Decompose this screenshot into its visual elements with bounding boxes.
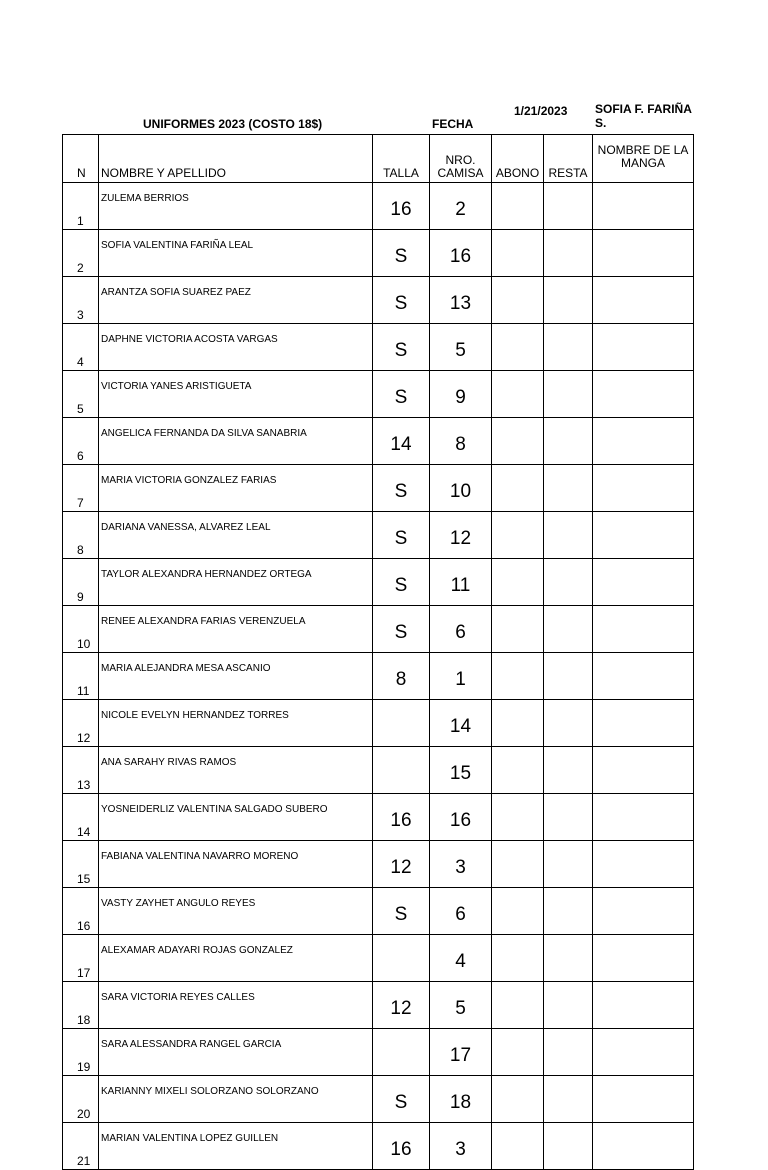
size-cell bbox=[373, 700, 430, 747]
sleeve-name-cell bbox=[593, 888, 694, 935]
table-row bbox=[63, 183, 694, 230]
payment-cell bbox=[492, 371, 544, 418]
shirt-number-cell: 8 bbox=[430, 418, 492, 465]
table-row bbox=[63, 747, 694, 794]
sleeve-name-cell bbox=[593, 183, 694, 230]
table-row bbox=[63, 371, 694, 418]
row-number: 20 bbox=[63, 1076, 99, 1123]
shirt-number-cell: 16 bbox=[430, 230, 492, 277]
balance-cell bbox=[544, 1123, 593, 1170]
uniform-table bbox=[62, 134, 694, 1170]
column-header-camisa-line1: NRO. bbox=[445, 153, 476, 167]
column-header-name: NOMBRE Y APELLIDO bbox=[99, 135, 373, 183]
size-cell bbox=[373, 747, 430, 794]
student-name: NICOLE EVELYN HERNANDEZ TORRES bbox=[99, 700, 373, 747]
header-row bbox=[63, 135, 694, 183]
student-name: DARIANA VANESSA, ALVAREZ LEAL bbox=[99, 512, 373, 559]
student-name: ALEXAMAR ADAYARI ROJAS GONZALEZ bbox=[99, 935, 373, 982]
table-row bbox=[63, 606, 694, 653]
payment-cell bbox=[492, 418, 544, 465]
shirt-number-cell: 11 bbox=[430, 559, 492, 606]
sleeve-name-cell bbox=[593, 982, 694, 1029]
table-row bbox=[63, 230, 694, 277]
table-row bbox=[63, 277, 694, 324]
payment-cell bbox=[492, 700, 544, 747]
payment-cell bbox=[492, 559, 544, 606]
payment-cell bbox=[492, 982, 544, 1029]
row-number: 1 bbox=[63, 183, 99, 230]
balance-cell bbox=[544, 935, 593, 982]
size-cell: S bbox=[373, 1076, 430, 1123]
shirt-number-cell: 14 bbox=[430, 700, 492, 747]
row-number: 14 bbox=[63, 794, 99, 841]
row-number: 18 bbox=[63, 982, 99, 1029]
student-name: SARA VICTORIA REYES CALLES bbox=[99, 982, 373, 1029]
sleeve-name-cell bbox=[593, 559, 694, 606]
row-number: 17 bbox=[63, 935, 99, 982]
shirt-number-cell: 9 bbox=[430, 371, 492, 418]
payment-cell bbox=[492, 888, 544, 935]
owner-name bbox=[595, 102, 692, 130]
size-cell: 16 bbox=[373, 794, 430, 841]
shirt-number-cell: 16 bbox=[430, 794, 492, 841]
column-header-manga-line1: NOMBRE DE LA bbox=[597, 143, 689, 157]
size-cell bbox=[373, 1029, 430, 1076]
payment-cell bbox=[492, 653, 544, 700]
student-name: ZULEMA BERRIOS bbox=[99, 183, 373, 230]
payment-cell bbox=[492, 465, 544, 512]
student-name: ANA SARAHY RIVAS RAMOS bbox=[99, 747, 373, 794]
row-number: 8 bbox=[63, 512, 99, 559]
size-cell: S bbox=[373, 230, 430, 277]
shirt-number-cell: 5 bbox=[430, 324, 492, 371]
shirt-number-cell: 4 bbox=[430, 935, 492, 982]
size-cell: 12 bbox=[373, 982, 430, 1029]
sleeve-name-cell bbox=[593, 653, 694, 700]
shirt-number-cell: 5 bbox=[430, 982, 492, 1029]
sleeve-name-cell bbox=[593, 512, 694, 559]
shirt-number-cell: 15 bbox=[430, 747, 492, 794]
student-name: ARANTZA SOFIA SUAREZ PAEZ bbox=[99, 277, 373, 324]
sleeve-name-cell bbox=[593, 794, 694, 841]
row-number: 10 bbox=[63, 606, 99, 653]
date-value: 1/21/2023 bbox=[514, 104, 568, 118]
column-header-manga bbox=[593, 135, 694, 183]
owner-name-line1: SOFIA F. FARIÑA bbox=[595, 102, 692, 116]
shirt-number-cell: 3 bbox=[430, 1123, 492, 1170]
sleeve-name-cell bbox=[593, 606, 694, 653]
size-cell: 16 bbox=[373, 183, 430, 230]
table-row bbox=[63, 841, 694, 888]
balance-cell bbox=[544, 277, 593, 324]
payment-cell bbox=[492, 747, 544, 794]
balance-cell bbox=[544, 747, 593, 794]
column-header-abono: ABONO bbox=[492, 135, 544, 183]
size-cell: S bbox=[373, 465, 430, 512]
column-header-resta: RESTA bbox=[544, 135, 593, 183]
balance-cell bbox=[544, 606, 593, 653]
table-row bbox=[63, 1076, 694, 1123]
row-number: 15 bbox=[63, 841, 99, 888]
table-row bbox=[63, 700, 694, 747]
balance-cell bbox=[544, 1029, 593, 1076]
sleeve-name-cell bbox=[593, 700, 694, 747]
row-number: 16 bbox=[63, 888, 99, 935]
payment-cell bbox=[492, 230, 544, 277]
sleeve-name-cell bbox=[593, 230, 694, 277]
student-name: DAPHNE VICTORIA ACOSTA VARGAS bbox=[99, 324, 373, 371]
shirt-number-cell: 6 bbox=[430, 606, 492, 653]
balance-cell bbox=[544, 841, 593, 888]
shirt-number-cell: 6 bbox=[430, 888, 492, 935]
shirt-number-cell: 3 bbox=[430, 841, 492, 888]
column-header-n: N bbox=[63, 135, 99, 183]
shirt-number-cell: 12 bbox=[430, 512, 492, 559]
student-name: FABIANA VALENTINA NAVARRO MORENO bbox=[99, 841, 373, 888]
column-header-manga-line2: MANGA bbox=[620, 156, 665, 170]
table-row bbox=[63, 1029, 694, 1076]
shirt-number-cell: 18 bbox=[430, 1076, 492, 1123]
sleeve-name-cell bbox=[593, 1123, 694, 1170]
size-cell: S bbox=[373, 277, 430, 324]
payment-cell bbox=[492, 1076, 544, 1123]
balance-cell bbox=[544, 324, 593, 371]
shirt-number-cell: 1 bbox=[430, 653, 492, 700]
balance-cell bbox=[544, 512, 593, 559]
shirt-number-cell: 13 bbox=[430, 277, 492, 324]
size-cell: S bbox=[373, 888, 430, 935]
sleeve-name-cell bbox=[593, 371, 694, 418]
payment-cell bbox=[492, 841, 544, 888]
size-cell: S bbox=[373, 559, 430, 606]
table-row bbox=[63, 982, 694, 1029]
sleeve-name-cell bbox=[593, 277, 694, 324]
balance-cell bbox=[544, 794, 593, 841]
sleeve-name-cell bbox=[593, 747, 694, 794]
student-name: ANGELICA FERNANDA DA SILVA SANABRIA bbox=[99, 418, 373, 465]
size-cell: 12 bbox=[373, 841, 430, 888]
balance-cell bbox=[544, 183, 593, 230]
student-name: KARIANNY MIXELI SOLORZANO SOLORZANO bbox=[99, 1076, 373, 1123]
size-cell: 14 bbox=[373, 418, 430, 465]
sheet-title: UNIFORMES 2023 (COSTO 18$) bbox=[143, 117, 323, 131]
owner-name-line2: S. bbox=[595, 116, 607, 130]
size-cell bbox=[373, 935, 430, 982]
row-number: 11 bbox=[63, 653, 99, 700]
sleeve-name-cell bbox=[593, 841, 694, 888]
shirt-number-cell: 2 bbox=[430, 183, 492, 230]
payment-cell bbox=[492, 1029, 544, 1076]
column-header-talla: TALLA bbox=[373, 135, 430, 183]
student-name: SOFIA VALENTINA FARIÑA LEAL bbox=[99, 230, 373, 277]
balance-cell bbox=[544, 559, 593, 606]
payment-cell bbox=[492, 512, 544, 559]
table-row bbox=[63, 559, 694, 606]
row-number: 7 bbox=[63, 465, 99, 512]
balance-cell bbox=[544, 465, 593, 512]
payment-cell bbox=[492, 1123, 544, 1170]
sleeve-name-cell bbox=[593, 1076, 694, 1123]
row-number: 9 bbox=[63, 559, 99, 606]
row-number: 12 bbox=[63, 700, 99, 747]
student-name: TAYLOR ALEXANDRA HERNANDEZ ORTEGA bbox=[99, 559, 373, 606]
size-cell: 8 bbox=[373, 653, 430, 700]
table-row bbox=[63, 935, 694, 982]
payment-cell bbox=[492, 183, 544, 230]
table-row bbox=[63, 794, 694, 841]
row-number: 6 bbox=[63, 418, 99, 465]
table-row bbox=[63, 888, 694, 935]
column-header-camisa-line2: CAMISA bbox=[437, 166, 484, 180]
size-cell: S bbox=[373, 324, 430, 371]
shirt-number-cell: 17 bbox=[430, 1029, 492, 1076]
balance-cell bbox=[544, 982, 593, 1029]
table-row bbox=[63, 512, 694, 559]
student-name: SARA ALESSANDRA RANGEL GARCIA bbox=[99, 1029, 373, 1076]
balance-cell bbox=[544, 700, 593, 747]
balance-cell bbox=[544, 1076, 593, 1123]
sleeve-name-cell bbox=[593, 1029, 694, 1076]
payment-cell bbox=[492, 935, 544, 982]
student-name: RENEE ALEXANDRA FARIAS VERENZUELA bbox=[99, 606, 373, 653]
size-cell: 16 bbox=[373, 1123, 430, 1170]
sleeve-name-cell bbox=[593, 465, 694, 512]
balance-cell bbox=[544, 418, 593, 465]
sleeve-name-cell bbox=[593, 324, 694, 371]
student-name: MARIAN VALENTINA LOPEZ GUILLEN bbox=[99, 1123, 373, 1170]
column-header-camisa bbox=[430, 135, 492, 183]
shirt-number-cell: 10 bbox=[430, 465, 492, 512]
student-name: MARIA VICTORIA GONZALEZ FARIAS bbox=[99, 465, 373, 512]
student-name: VICTORIA YANES ARISTIGUETA bbox=[99, 371, 373, 418]
row-number: 13 bbox=[63, 747, 99, 794]
table-row bbox=[63, 465, 694, 512]
payment-cell bbox=[492, 277, 544, 324]
row-number: 4 bbox=[63, 324, 99, 371]
sleeve-name-cell bbox=[593, 935, 694, 982]
size-cell: S bbox=[373, 512, 430, 559]
payment-cell bbox=[492, 794, 544, 841]
row-number: 3 bbox=[63, 277, 99, 324]
row-number: 2 bbox=[63, 230, 99, 277]
student-name: VASTY ZAYHET ANGULO REYES bbox=[99, 888, 373, 935]
balance-cell bbox=[544, 371, 593, 418]
sleeve-name-cell bbox=[593, 418, 694, 465]
student-name: YOSNEIDERLIZ VALENTINA SALGADO SUBERO bbox=[99, 794, 373, 841]
table-row bbox=[63, 324, 694, 371]
balance-cell bbox=[544, 653, 593, 700]
row-number: 5 bbox=[63, 371, 99, 418]
table-row bbox=[63, 418, 694, 465]
payment-cell bbox=[492, 606, 544, 653]
balance-cell bbox=[544, 888, 593, 935]
balance-cell bbox=[544, 230, 593, 277]
row-number: 19 bbox=[63, 1029, 99, 1076]
size-cell: S bbox=[373, 606, 430, 653]
row-number: 21 bbox=[63, 1123, 99, 1170]
size-cell: S bbox=[373, 371, 430, 418]
table-row bbox=[63, 1123, 694, 1170]
student-name: MARIA ALEJANDRA MESA ASCANIO bbox=[99, 653, 373, 700]
table-row bbox=[63, 653, 694, 700]
payment-cell bbox=[492, 324, 544, 371]
date-label: FECHA bbox=[432, 117, 474, 131]
